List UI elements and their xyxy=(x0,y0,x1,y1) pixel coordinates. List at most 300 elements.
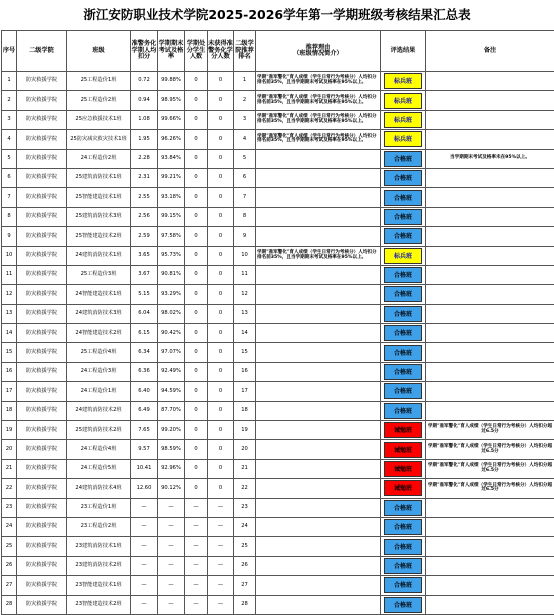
cell-rank: 12 xyxy=(234,285,256,304)
cell-nocredit: — xyxy=(208,498,234,517)
cell-remark: 学期"准军警化"育人成绩（学生日常行为考核分）人均扣分超过6.5分 xyxy=(426,479,554,498)
cell-no: 14 xyxy=(2,324,17,343)
cell-no: 19 xyxy=(2,421,17,440)
cell-deduct: 6.04 xyxy=(131,304,158,323)
cell-rank: 14 xyxy=(234,324,256,343)
cell-rank: 13 xyxy=(234,304,256,323)
cell-no: 20 xyxy=(2,440,17,459)
cell-nocredit: 0 xyxy=(208,149,234,168)
result-badge: 合格班 xyxy=(384,345,422,361)
cell-class: 23智能建造技术1班 xyxy=(67,576,131,595)
cell-nocredit: — xyxy=(208,595,234,614)
cell-result xyxy=(381,324,426,343)
cell-rank: 24 xyxy=(234,517,256,536)
cell-rank: 27 xyxy=(234,576,256,595)
cell-reason xyxy=(256,517,381,536)
table-row xyxy=(2,130,554,149)
cell-remark xyxy=(426,246,554,265)
cell-nocredit: 0 xyxy=(208,91,234,110)
cell-class: 24建筑消防技术3班 xyxy=(67,304,131,323)
cell-no: 3 xyxy=(2,110,17,129)
cell-class: 23建筑消防技术2班 xyxy=(67,556,131,575)
table-row xyxy=(2,188,554,207)
cell-nocredit: 0 xyxy=(208,343,234,362)
result-badge: 标兵班 xyxy=(384,112,422,128)
result-badge: 标兵班 xyxy=(384,248,422,264)
cell-college: 防灾救援学院 xyxy=(17,440,67,459)
result-badge: 合格班 xyxy=(384,190,422,206)
cell-deduct: 0.94 xyxy=(131,91,158,110)
cell-pass-rate: 98.02% xyxy=(158,304,185,323)
header-class: 班级 xyxy=(67,31,131,72)
table-row xyxy=(2,149,554,168)
cell-pass-rate: — xyxy=(158,498,185,517)
cell-result xyxy=(381,343,426,362)
cell-no: 15 xyxy=(2,343,17,362)
cell-college: 防灾救援学院 xyxy=(17,227,67,246)
table-row xyxy=(2,537,554,556)
cell-remark xyxy=(426,324,554,343)
cell-pass-rate: 90.42% xyxy=(158,324,185,343)
cell-college: 防灾救援学院 xyxy=(17,130,67,149)
cell-remark xyxy=(426,265,554,284)
cell-punish: — xyxy=(185,595,208,614)
cell-rank: 11 xyxy=(234,265,256,284)
cell-class: 24建筑消防技术1班 xyxy=(67,246,131,265)
cell-no: 12 xyxy=(2,285,17,304)
cell-result xyxy=(381,498,426,517)
cell-reason xyxy=(256,168,381,187)
cell-result xyxy=(381,72,426,91)
cell-result xyxy=(381,110,426,129)
header-pass-rate: 学期期末考试及格率 xyxy=(158,31,185,72)
cell-rank: 28 xyxy=(234,595,256,614)
result-badge: 合格班 xyxy=(384,403,422,419)
cell-pass-rate: 90.81% xyxy=(158,265,185,284)
cell-punish: 0 xyxy=(185,91,208,110)
cell-nocredit: 0 xyxy=(208,130,234,149)
cell-pass-rate: 99.15% xyxy=(158,207,185,226)
table-row xyxy=(2,459,554,478)
cell-reason: 学期"准军警化"育人成绩（学生日常行为考核分）人均扣分排名前35%，且当学期期末考试及格率在95%以上。 xyxy=(256,130,381,149)
cell-college: 防灾救援学院 xyxy=(17,285,67,304)
cell-no: 18 xyxy=(2,401,17,420)
cell-pass-rate: 97.58% xyxy=(158,227,185,246)
cell-no: 5 xyxy=(2,149,17,168)
cell-rank: 26 xyxy=(234,556,256,575)
cell-reason: 学期"准军警化"育人成绩（学生日常行为考核分）人均扣分排名前35%，且当学期期末考试及格率在95%以上。 xyxy=(256,246,381,265)
cell-punish: — xyxy=(185,576,208,595)
cell-remark xyxy=(426,207,554,226)
cell-class: 25应急救援技术1班 xyxy=(67,110,131,129)
cell-pass-rate: 90.12% xyxy=(158,479,185,498)
cell-no: 8 xyxy=(2,207,17,226)
cell-result xyxy=(381,382,426,401)
cell-rank: 9 xyxy=(234,227,256,246)
table-row xyxy=(2,421,554,440)
table-row xyxy=(2,440,554,459)
cell-nocredit: 0 xyxy=(208,459,234,478)
cell-result xyxy=(381,440,426,459)
cell-rank: 22 xyxy=(234,479,256,498)
result-badge: 合格班 xyxy=(384,383,422,399)
table-row xyxy=(2,576,554,595)
cell-punish: 0 xyxy=(185,227,208,246)
result-badge: 合格班 xyxy=(384,539,422,555)
cell-remark xyxy=(426,285,554,304)
result-badge: 合格班 xyxy=(384,500,422,516)
cell-result xyxy=(381,130,426,149)
header-college: 二级学院 xyxy=(17,31,67,72)
cell-deduct: — xyxy=(131,537,158,556)
table-row xyxy=(2,207,554,226)
cell-rank: 2 xyxy=(234,91,256,110)
cell-punish: 0 xyxy=(185,401,208,420)
cell-rank: 20 xyxy=(234,440,256,459)
cell-result xyxy=(381,304,426,323)
cell-pass-rate: — xyxy=(158,537,185,556)
cell-pass-rate: 87.70% xyxy=(158,401,185,420)
cell-punish: 0 xyxy=(185,265,208,284)
cell-class: 24工程造价2班 xyxy=(67,149,131,168)
cell-pass-rate: 98.95% xyxy=(158,91,185,110)
cell-college: 防灾救援学院 xyxy=(17,401,67,420)
cell-college: 防灾救援学院 xyxy=(17,595,67,614)
cell-nocredit: 0 xyxy=(208,304,234,323)
cell-rank: 19 xyxy=(234,421,256,440)
cell-no: 6 xyxy=(2,168,17,187)
cell-punish: — xyxy=(185,537,208,556)
header-punish: 学期处分学生人数 xyxy=(185,31,208,72)
cell-class: 23工程造价2班 xyxy=(67,517,131,536)
cell-remark: 学期"准军警化"育人成绩（学生日常行为考核分）人均扣分超过6.5分 xyxy=(426,459,554,478)
cell-rank: 1 xyxy=(234,72,256,91)
cell-nocredit: 0 xyxy=(208,324,234,343)
cell-pass-rate: — xyxy=(158,556,185,575)
cell-result xyxy=(381,576,426,595)
cell-no: 1 xyxy=(2,72,17,91)
cell-college: 防灾救援学院 xyxy=(17,207,67,226)
cell-punish: 0 xyxy=(185,459,208,478)
cell-result xyxy=(381,168,426,187)
header-result: 评选结果 xyxy=(381,31,426,72)
table-row xyxy=(2,265,554,284)
cell-deduct: 1.08 xyxy=(131,110,158,129)
cell-deduct: — xyxy=(131,498,158,517)
cell-no: 2 xyxy=(2,91,17,110)
cell-pass-rate: 94.59% xyxy=(158,382,185,401)
cell-deduct: 1.95 xyxy=(131,130,158,149)
header-deduct: 准警务化学期人均扣分 xyxy=(131,31,158,72)
cell-reason xyxy=(256,556,381,575)
cell-reason xyxy=(256,227,381,246)
summary-table xyxy=(1,30,554,615)
cell-no: 23 xyxy=(2,498,17,517)
cell-rank: 15 xyxy=(234,343,256,362)
cell-punish: 0 xyxy=(185,343,208,362)
result-badge: 合格班 xyxy=(384,325,422,341)
cell-no: 16 xyxy=(2,362,17,381)
cell-deduct: 2.59 xyxy=(131,227,158,246)
cell-pass-rate: 93.84% xyxy=(158,149,185,168)
cell-class: 25工程造价1班 xyxy=(67,72,131,91)
cell-remark xyxy=(426,362,554,381)
page-title: 浙江安防职业技术学院2025-2026学年第一学期班级考核结果汇总表 xyxy=(0,0,554,30)
cell-deduct: 6.15 xyxy=(131,324,158,343)
cell-deduct: 12.60 xyxy=(131,479,158,498)
cell-college: 防灾救援学院 xyxy=(17,324,67,343)
cell-result xyxy=(381,91,426,110)
cell-reason: 学期"准军警化"育人成绩（学生日常行为考核分）人均扣分排名前35%，且当学期期末考试及格率在95%以上。 xyxy=(256,72,381,91)
table-row xyxy=(2,343,554,362)
result-badge: 诫勉班 xyxy=(384,480,422,496)
result-badge: 诫勉班 xyxy=(384,442,422,458)
cell-college: 防灾救援学院 xyxy=(17,304,67,323)
cell-punish: 0 xyxy=(185,72,208,91)
cell-reason xyxy=(256,401,381,420)
table-row xyxy=(2,382,554,401)
cell-class: 24建筑消防技术4班 xyxy=(67,479,131,498)
cell-punish: 0 xyxy=(185,421,208,440)
cell-result xyxy=(381,246,426,265)
cell-college: 防灾救援学院 xyxy=(17,362,67,381)
header-remark: 备注 xyxy=(426,31,554,72)
result-badge: 合格班 xyxy=(384,364,422,380)
cell-class: 25建筑消防技术2班 xyxy=(67,421,131,440)
cell-nocredit: 0 xyxy=(208,421,234,440)
cell-deduct: 6.40 xyxy=(131,382,158,401)
cell-punish: 0 xyxy=(185,362,208,381)
result-badge: 合格班 xyxy=(384,558,422,574)
cell-college: 防灾救援学院 xyxy=(17,265,67,284)
cell-class: 25防灾减灾救灾技术1班 xyxy=(67,130,131,149)
cell-punish: — xyxy=(185,498,208,517)
result-badge: 诫勉班 xyxy=(384,422,422,438)
cell-pass-rate: 92.96% xyxy=(158,459,185,478)
cell-nocredit: 0 xyxy=(208,72,234,91)
cell-punish: 0 xyxy=(185,110,208,129)
cell-rank: 5 xyxy=(234,149,256,168)
cell-remark xyxy=(426,110,554,129)
table-row xyxy=(2,168,554,187)
cell-pass-rate: 93.18% xyxy=(158,188,185,207)
cell-no: 10 xyxy=(2,246,17,265)
cell-punish: 0 xyxy=(185,246,208,265)
cell-nocredit: 0 xyxy=(208,382,234,401)
cell-remark xyxy=(426,130,554,149)
cell-punish: 0 xyxy=(185,149,208,168)
cell-punish: 0 xyxy=(185,479,208,498)
table-row xyxy=(2,479,554,498)
result-badge: 标兵班 xyxy=(384,131,422,147)
cell-rank: 21 xyxy=(234,459,256,478)
table-row xyxy=(2,517,554,536)
cell-class: 24工程造价5班 xyxy=(67,459,131,478)
cell-result xyxy=(381,401,426,420)
cell-result xyxy=(381,362,426,381)
cell-pass-rate: 93.29% xyxy=(158,285,185,304)
cell-result xyxy=(381,265,426,284)
table-row xyxy=(2,246,554,265)
cell-remark xyxy=(426,168,554,187)
cell-pass-rate: — xyxy=(158,595,185,614)
cell-college: 防灾救援学院 xyxy=(17,72,67,91)
result-badge: 标兵班 xyxy=(384,93,422,109)
cell-deduct: — xyxy=(131,576,158,595)
cell-college: 防灾救援学院 xyxy=(17,382,67,401)
cell-rank: 17 xyxy=(234,382,256,401)
cell-rank: 3 xyxy=(234,110,256,129)
table-row xyxy=(2,110,554,129)
cell-nocredit: 0 xyxy=(208,265,234,284)
cell-college: 防灾救援学院 xyxy=(17,537,67,556)
cell-remark xyxy=(426,401,554,420)
cell-result xyxy=(381,479,426,498)
cell-college: 防灾救援学院 xyxy=(17,91,67,110)
cell-nocredit: — xyxy=(208,537,234,556)
cell-remark xyxy=(426,343,554,362)
cell-rank: 7 xyxy=(234,188,256,207)
cell-no: 26 xyxy=(2,556,17,575)
cell-nocredit: — xyxy=(208,576,234,595)
cell-punish: 0 xyxy=(185,188,208,207)
cell-deduct: 6.49 xyxy=(131,401,158,420)
cell-no: 24 xyxy=(2,517,17,536)
cell-reason xyxy=(256,421,381,440)
cell-nocredit: 0 xyxy=(208,440,234,459)
cell-rank: 16 xyxy=(234,362,256,381)
cell-class: 23工程造价1班 xyxy=(67,498,131,517)
cell-remark xyxy=(426,72,554,91)
cell-result xyxy=(381,285,426,304)
cell-pass-rate: 97.07% xyxy=(158,343,185,362)
cell-result xyxy=(381,517,426,536)
cell-class: 24工程造价4班 xyxy=(67,440,131,459)
cell-deduct: 5.15 xyxy=(131,285,158,304)
cell-rank: 18 xyxy=(234,401,256,420)
cell-class: 25建筑消防技术3班 xyxy=(67,207,131,226)
result-badge: 合格班 xyxy=(384,228,422,244)
result-badge: 合格班 xyxy=(384,151,422,167)
cell-reason xyxy=(256,382,381,401)
cell-remark xyxy=(426,537,554,556)
cell-reason xyxy=(256,343,381,362)
cell-college: 防灾救援学院 xyxy=(17,246,67,265)
cell-pass-rate: 95.73% xyxy=(158,246,185,265)
cell-reason xyxy=(256,265,381,284)
cell-pass-rate: 96.26% xyxy=(158,130,185,149)
cell-deduct: 6.36 xyxy=(131,362,158,381)
cell-punish: 0 xyxy=(185,207,208,226)
result-badge: 合格班 xyxy=(384,209,422,225)
header-row xyxy=(2,31,554,72)
table-row xyxy=(2,227,554,246)
cell-nocredit: — xyxy=(208,556,234,575)
cell-class: 25工程造价4班 xyxy=(67,343,131,362)
header-nocredit: 未获得准警务化学分人数 xyxy=(208,31,234,72)
result-badge: 合格班 xyxy=(384,597,422,613)
cell-result xyxy=(381,556,426,575)
cell-rank: 4 xyxy=(234,130,256,149)
cell-deduct: 0.72 xyxy=(131,72,158,91)
cell-deduct: — xyxy=(131,517,158,536)
cell-class: 23智能建造技术2班 xyxy=(67,595,131,614)
cell-deduct: — xyxy=(131,595,158,614)
table-row xyxy=(2,556,554,575)
result-badge: 合格班 xyxy=(384,170,422,186)
cell-class: 23建筑消防技术1班 xyxy=(67,537,131,556)
cell-nocredit: 0 xyxy=(208,168,234,187)
cell-punish: — xyxy=(185,517,208,536)
cell-reason: 学期"准军警化"育人成绩（学生日常行为考核分）人均扣分排名前35%，且当学期期末考试及格率在95%以上。 xyxy=(256,110,381,129)
cell-class: 24工程造价1班 xyxy=(67,382,131,401)
cell-college: 防灾救援学院 xyxy=(17,421,67,440)
cell-pass-rate: — xyxy=(158,576,185,595)
cell-college: 防灾救援学院 xyxy=(17,459,67,478)
cell-punish: 0 xyxy=(185,168,208,187)
cell-no: 17 xyxy=(2,382,17,401)
table-row xyxy=(2,72,554,91)
result-badge: 合格班 xyxy=(384,577,422,593)
cell-college: 防灾救援学院 xyxy=(17,110,67,129)
cell-nocredit: 0 xyxy=(208,246,234,265)
cell-deduct: — xyxy=(131,556,158,575)
result-badge: 合格班 xyxy=(384,286,422,302)
cell-reason xyxy=(256,324,381,343)
table-row xyxy=(2,91,554,110)
cell-nocredit: 0 xyxy=(208,479,234,498)
cell-reason xyxy=(256,188,381,207)
cell-punish: 0 xyxy=(185,130,208,149)
cell-reason xyxy=(256,362,381,381)
cell-class: 24智能建造技术2班 xyxy=(67,324,131,343)
cell-deduct: 2.31 xyxy=(131,168,158,187)
cell-remark xyxy=(426,382,554,401)
cell-no: 21 xyxy=(2,459,17,478)
cell-remark: 当学期期末考试及格率未在95%以上。 xyxy=(426,149,554,168)
cell-reason xyxy=(256,479,381,498)
cell-class: 24智能建造技术1班 xyxy=(67,285,131,304)
cell-college: 防灾救援学院 xyxy=(17,168,67,187)
cell-class: 25工程造价2班 xyxy=(67,91,131,110)
cell-remark: 学期"准军警化"育人成绩（学生日常行为考核分）人均扣分超过6.5分 xyxy=(426,421,554,440)
cell-no: 4 xyxy=(2,130,17,149)
cell-result xyxy=(381,537,426,556)
cell-deduct: 10.41 xyxy=(131,459,158,478)
cell-class: 25工程造价3班 xyxy=(67,265,131,284)
cell-remark: 学期"准军警化"育人成绩（学生日常行为考核分）人均扣分超过6.5分 xyxy=(426,440,554,459)
header-reason: 推荐理由 （班级情况简介） xyxy=(256,31,381,72)
cell-result xyxy=(381,227,426,246)
cell-pass-rate: 99.88% xyxy=(158,72,185,91)
cell-reason xyxy=(256,576,381,595)
cell-punish: 0 xyxy=(185,382,208,401)
table-row xyxy=(2,401,554,420)
cell-reason xyxy=(256,537,381,556)
table-row xyxy=(2,285,554,304)
cell-remark xyxy=(426,188,554,207)
cell-remark xyxy=(426,304,554,323)
cell-class: 25智能建造技术2班 xyxy=(67,227,131,246)
cell-punish: 0 xyxy=(185,324,208,343)
result-badge: 合格班 xyxy=(384,267,422,283)
cell-remark xyxy=(426,498,554,517)
cell-college: 防灾救援学院 xyxy=(17,343,67,362)
cell-deduct: 3.67 xyxy=(131,265,158,284)
table-row xyxy=(2,498,554,517)
cell-deduct: 2.28 xyxy=(131,149,158,168)
cell-class: 25建筑消防技术1班 xyxy=(67,168,131,187)
